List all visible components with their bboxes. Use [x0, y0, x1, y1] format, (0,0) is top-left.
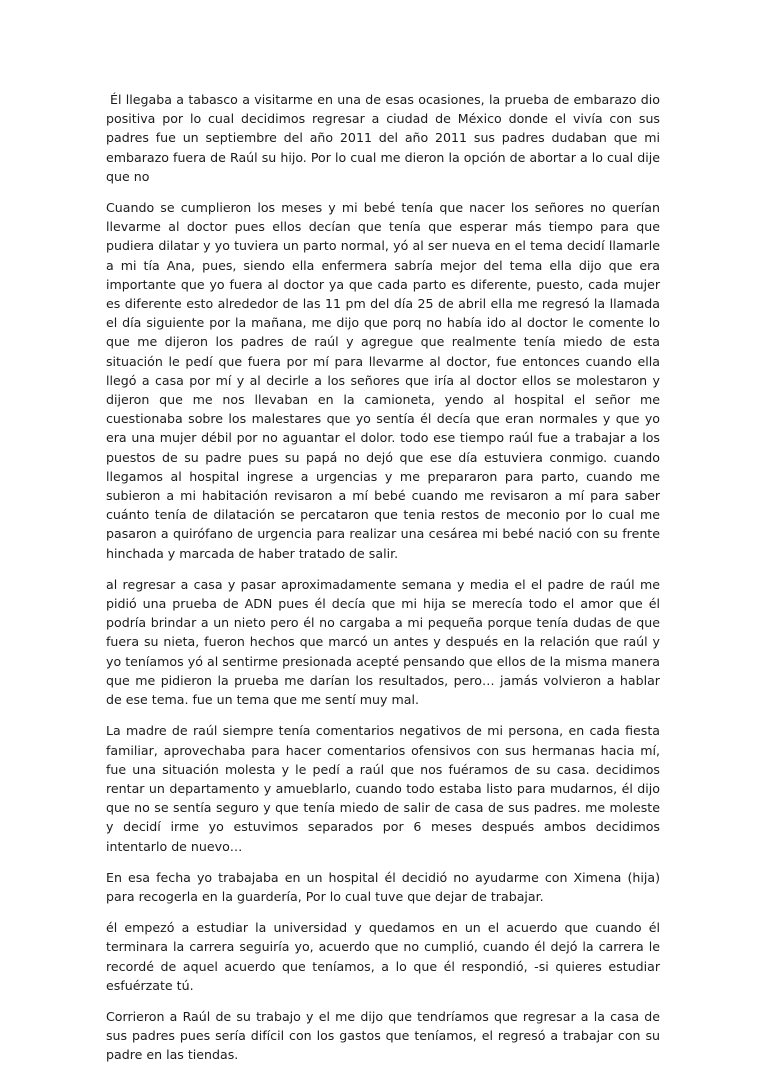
paragraph-5: En esa fecha yo trabajaba en un hospital él decidió no ayudarme con Ximena (hija) para recogerla en la guardería, Por lo cual tuve que dejar de trabajar. [106, 869, 660, 904]
paragraph-2: Cuando se cumplieron los meses y mi bebé tenía que nacer los señores no querían llevarme al doctor pues ellos decían que tenía que esperar más tiempo para que pudiera dilatar y yo tuviera un parto normal, yó al ser nueva en el tema decidí llamarle a mi tía Ana, pues, siendo ella enfermera sabría mejor del tema ella dijo que era importante que yo fuera al doctor ya que cada parto es diferente, puesto, cada mujer es diferente esto alrededor de las 11 pm del día 25 de abril ella me regresó la llamada el día siguiente por la mañana, me dijo que porq no había ido al doctor le comente lo que me dijeron los padres de raúl y agregue que realmente tenía miedo de esta situación le pedí que fuera por mí para llevarme al doctor, fue entonces cuando ella llegó a casa por mí y al decirle a los señores que iría al doctor ellos se molestaron y dijeron que me nos llevaban en la camioneta, yendo al hospital el señor me cuestionaba sobre los malestares que yo sentía él decía que eran normales y que yo era una mujer débil por no aguantar el dolor. todo ese tiempo raúl fue a trabajar a los puestos de su padre pues su papá no dejó que ese día estuviera conmigo. cuando llegamos al hospital ingrese a urgencias y me prepararon para parto, cuando me subieron a mi habitación revisaron a mí bebé cuando me revisaron a mí para saber cuánto tenía de dilatación se percataron que tenia restos de meconio por lo cual me pasaron a quirófano de urgencia para realizar una cesárea mi bebé nació con su frente hinchada y marcada de haber tratado de salir. [106, 200, 660, 561]
paragraph-4: La madre de raúl siempre tenía comentarios negativos de mi persona, en cada fiesta familiar, aprovechaba para hacer comentarios ofensivos con sus hermanas hacia mí, fue una situación molesta y le pedí a raúl que nos fuéramos de su casa. decidimos rentar un departamento y amueblarlo, cuando todo estaba listo para mudarnos, él dijo que no se sentía seguro y que tenía miedo de salir de casa de sus padres. me moleste y decidí irme yo estuvimos separados por 6 meses después ambos decidimos intentarlo de nuevo… [106, 723, 660, 854]
paragraph-7: Corrieron a Raúl de su trabajo y el me dijo que tendríamos que regresar a la casa de sus padres pues sería difícil con los gastos que teníamos, el regresó a trabajar con su padre en las tiendas. [106, 1008, 660, 1063]
document-body [106, 90, 660, 1077]
paragraph-3: al regresar a casa y pasar aproximadamente semana y media el el padre de raúl me pidió una prueba de ADN pues él decía que mi hija se merecía todo el amor que él podría brindar a un nieto pero él no cargaba a mi pequeña porque tenía dudas de que fuera su nieta, fueron hechos que marcó un antes y después en la relación que raúl y yo teníamos yó al sentirme presionada acepté pensando que ellos de la misma manera que me pidieron la prueba me darían los resultados, pero… jamás volvieron a hablar de ese tema. fue un tema que me sentí muy mal. [106, 576, 660, 708]
paragraph-6: él empezó a estudiar la universidad y quedamos en un el acuerdo que cuando él terminara la carrera seguiría yo, acuerdo que no cumplió, cuando él dejó la carrera le recordé de aquel acuerdo que teníamos, a lo que él respondió, -si quieres estudiar esfuérzate tú. [106, 920, 660, 993]
paragraph-1: Él llegaba a tabasco a visitarme en una de esas ocasiones, la prueba de embarazo dio positiva por lo cual decidimos regresar a ciudad de México donde el vivía con sus padres fue un septiembre del año 2011 del año 2011 sus padres dudaban que mi embarazo fuera de Raúl su hijo. Por lo cual me dieron la opción de abortar a lo cual dije que no [106, 92, 660, 184]
